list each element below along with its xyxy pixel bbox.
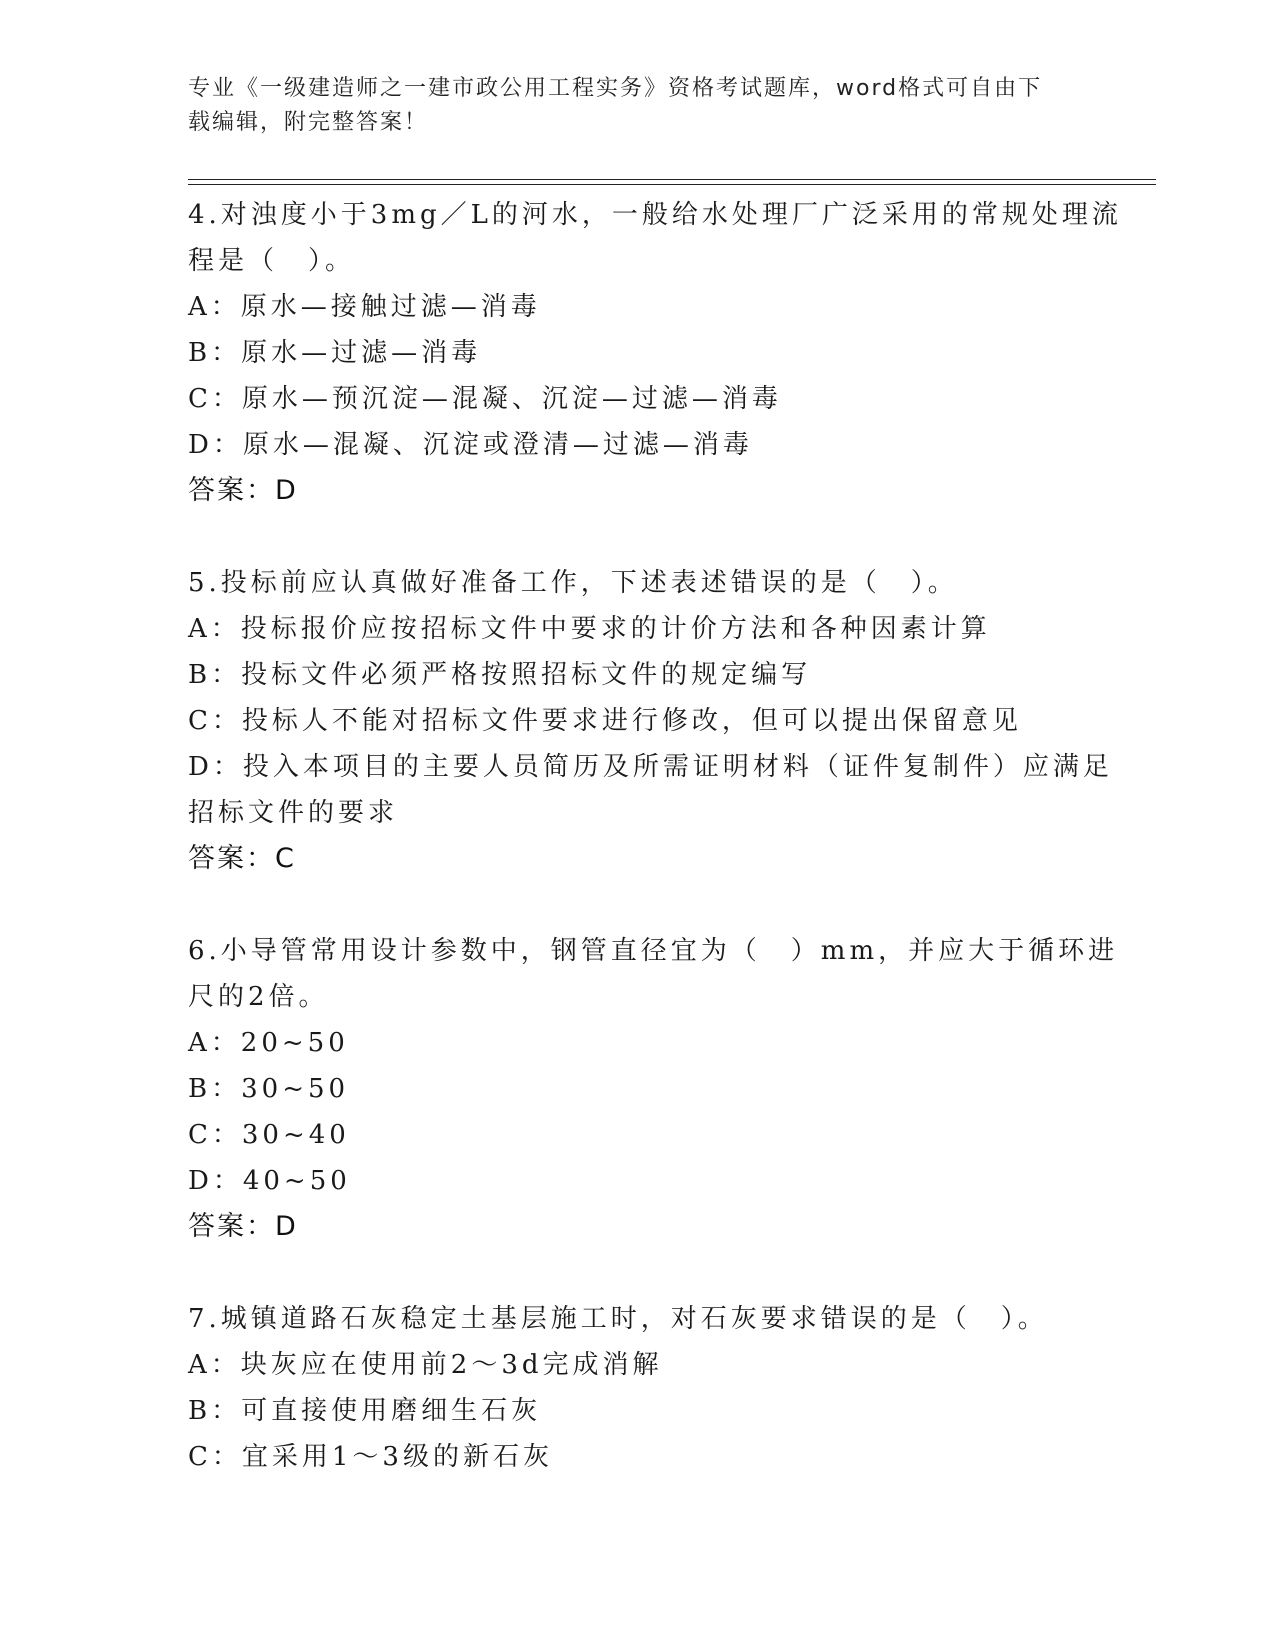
option-d: D：投入本项目的主要人员简历及所需证明材料（证件复制件）应满足 [188, 752, 1113, 782]
option-c: C：宜采用1～3级的新石灰 [188, 1442, 553, 1472]
header-rule-top [188, 179, 1156, 180]
spacer [188, 1250, 1088, 1296]
document-header [188, 72, 1068, 140]
question-list [188, 192, 1122, 1480]
answer-label: 答案：D [188, 475, 298, 506]
answer-label: 答案：D [188, 1211, 298, 1242]
option-d: D：40~50 [188, 1166, 351, 1196]
header-line-2: 载编辑，附完整答案！ [188, 110, 429, 135]
question-stem: 5.投标前应认真做好准备工作，下述表述错误的是（ ）。 [188, 568, 958, 598]
question-stem: 4.对浊度小于3mg／L的河水，一般给水处理厂广泛采用的常规处理流 [188, 200, 1122, 230]
option-c: C：30~40 [188, 1120, 350, 1150]
option-d-continued: 招标文件的要求 [188, 798, 399, 828]
option-b: B：可直接使用磨细生石灰 [188, 1396, 542, 1426]
spacer [188, 882, 1088, 928]
header-rule-bottom [188, 184, 1156, 185]
option-a: A：投标报价应按招标文件中要求的计价方法和各种因素计算 [188, 614, 991, 644]
option-a: A：原水—接触过滤—消毒 [188, 292, 541, 322]
question-stem-continued: 程是（ ）。 [188, 246, 356, 276]
question-4 [188, 192, 1122, 514]
spacer [188, 514, 1088, 560]
option-b: B：30~50 [188, 1074, 350, 1104]
option-d: D：原水—混凝、沉淀或澄清—过滤—消毒 [188, 430, 753, 460]
option-a: A：20~50 [188, 1028, 349, 1058]
answer-label: 答案：C [188, 843, 296, 874]
question-stem: 7.城镇道路石灰稳定土基层施工时，对石灰要求错误的是（ ）。 [188, 1304, 1048, 1334]
question-7 [188, 1296, 1088, 1480]
option-c: C：投标人不能对招标文件要求进行修改，但可以提出保留意见 [188, 706, 1022, 736]
option-b: B：投标文件必须严格按照招标文件的规定编写 [188, 660, 812, 690]
option-b: B：原水—过滤—消毒 [188, 338, 482, 368]
question-stem-continued: 尺的2倍。 [188, 982, 329, 1012]
option-c: C：原水—预沉淀—混凝、沉淀—过滤—消毒 [188, 384, 782, 414]
question-6 [188, 928, 1119, 1250]
option-a: A：块灰应在使用前2～3d完成消解 [188, 1350, 663, 1380]
header-line-1: 专业《一级建造师之一建市政公用工程实务》资格考试题库，word格式可自由下 [188, 76, 1043, 101]
question-5 [188, 560, 1113, 882]
question-stem: 6.小导管常用设计参数中，钢管直径宜为（ ）mm，并应大于循环进 [188, 936, 1119, 966]
